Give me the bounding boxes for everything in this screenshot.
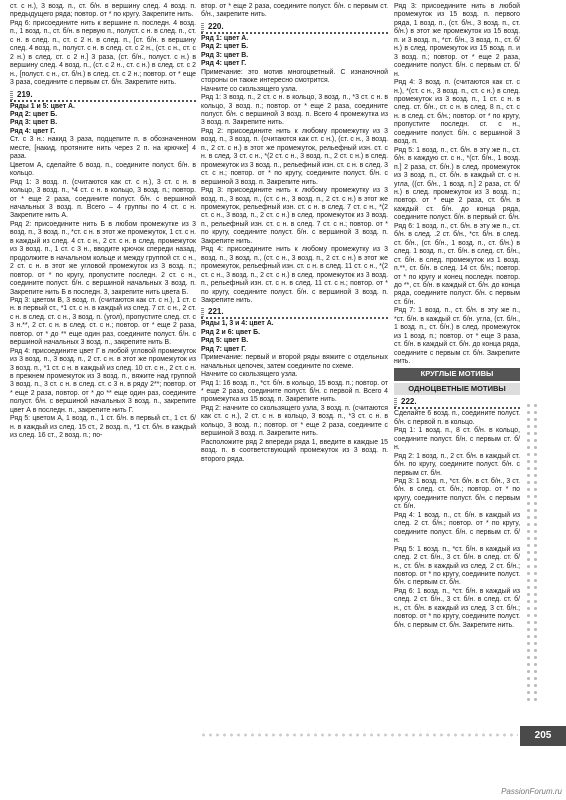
footer-dots [200,732,518,738]
paragraph: Ст. с 3 н.: накид 3 раза, подцепите п. в обозначенном месте, [накид, протяните нить через 2 п. на крючке] 4 раза. [10,136,196,161]
paragraph: Ряд 7: 1 возд. п., ст. б/н. в эту же п., *ст. б/н. в каждый ст. б/н. угла, (ст. б/н., 1 возд. п., ст. б/н.) в след. промежуток из 1 возд. п.; повтор. от * еще 3 раза, ст. б/н. в каждый ст. б/н. до конца ряда, соедините с первым ст. б/н. Закрепите нить. [394,307,520,366]
watermark: PassionForum.ru [501,787,562,796]
color-line: Ряд 4: цвет Г. [201,60,247,68]
paragraph: Ряд 2: присоедините нить к любому промежутку из 3 возд. п., 3 возд. п. (считаются как ст. с н.), (ст. с н., 3 возд. п., 2 ст. с н.) в этот же промежуток, рельефный изн. ст. с н. в след. 3 ст. с н., *(2 ст. с н., 3 возд. п., 2 ст. с н.) в след. промежуток из 3 возд. п., рельефный изн. ст. с н. в след. 3 ст. с н.; повтор. от * по кругу, соедините полуст. б/н. с вершиной 3 возд. п. Закрепите нить. [201,127,388,186]
color-line: Ряд 5: цвет В. [201,337,249,345]
paragraph: Ряд 1: 3 возд. п. (считаются как ст. с н.), 3 ст. с н. в кольцо, 3 возд. п., *4 ст. с н. в кольцо, 3 возд. п.; повтор. от * еще 2 раза, соедините полуст. б/н. с вершиной начальных 3 возд. п. Всего – 4 группы по 4 ст. с н. Закрепите нить А. [10,178,196,220]
paragraph: Ряд 4: присоедините цвет Г в любой угловой промежуток из 3 возд. п., 3 возд. п., 2 ст. с н. в этот же промежуток из 3 возд. п., *1 ст. с н. в каждый из след. 10 ст. с н., 2 ст. с н. в прежнем промежуток из 3 возд. п., вяжите над группой 3 возд. п., 3 ст. с н. в след. ст. с 3 н. в ряду 2**; повтор. от * еще 2 раза, повтор. от * до ** еще один раз, соедините полуст. б/н. с вершиной начальных 3 возд. п., закрепите цвет А в последн. п., закрепите нить Г. [10,347,196,414]
paragraph: Ряд 6: 1 возд. п., ст. б/н. в эту же п., ст. б/н. в след. .2 ст. б/н., *ст. б/н. в след. ст. б/н., (ст. б/н., 1 возд. п., ст. б/н.) в след. 1 возд. п., ст. б/н. в след. ст. б/н., ст. б/н. в след. промежуток из 1 возд. п.**, ст. б/н. в след. 14 ст. б/н.; повтор. от * по кругу и конец последн. повтор. до **, ст. б/н. в каждый ст. б/н. до конца ряда, соедините полуст. б/н. с первым ст. б/н. [394,222,520,306]
color-line: Ряд 1: цвет А. [201,34,249,42]
paragraph: Ряд 5: цветом А, 1 возд. п., 1 ст. б/н. в первый ст., 1 ст. б/н. в каждый из след. 15 ст., 2 возд. п., *1 ст. б/н. в каждый из след. 16 ст., 2 возд. п.; по- [10,415,196,440]
paragraph: Начните со скользящего узла. [201,371,298,379]
pattern-222-heading: 222. [394,397,520,409]
paragraph: Ряд 3: присоедините нить к любому промежутку из 3 возд. п., 3 возд. п., (ст. с н., 3 возд. п., 2 ст. с н.) в этот же промежуток, рельефный изн. ст. с н. в след. 7 ст. с н., *(2 ст. с н., 3 возд. п., 2 ст. с н.) в след. промежуток из 3 возд. п., рельефный изн. ст. с н. в след. 7 ст. с н.; повтор. от * по кругу, соедините полуст. б/н. с вершиной 3 возд. п. Закрепите нить. [201,187,388,245]
paragraph: Ряд 5: 1 возд. п., ст. б/н. в эту же п., ст. б/н. в каждую ст. с н., *(ст. б/н., 1 возд. п.] 2 раза, ст. б/н.) в след. промежуток из 3 возд. п., ст. б/н. в каждый ст. с н. угла, ((ст. б/н., 1 возд. п.] 2 раза, ст. б/н.) в след. промежуток из 3 возд. п.; повтор. от * еще 2 раза, ст. б/н. в каждый ст. б/н. до конца ряда, соедините полуст. б/н. в первый ст. б/н. [394,146,520,222]
paragraph: Ряд 5: 1 возд. п., *ст. б/н. в каждый из след. 2 ст. б/н., 3 ст. б/н. в след. ст. б/н., ст. б/н. в каждый из след. 2 ст. б/н.; повтор. от * по кругу, соедините полуст. б/н. с первым ст. б/н. [394,545,520,587]
page-number: 205 [520,726,566,746]
paragraph: Ряд 4: 1 возд. п., ст. б/н. в каждый из след. 2 ст. б/н.; повтор. от * по кругу, соедините полуст. б/н. с первым ст. б/н. [394,511,520,545]
paragraph: Цветом А, сделайте 6 возд. п., соедините полуст. б/н. в кольцо. [10,161,196,178]
subsection-heading: ОДНОЦВЕТНЫЕ МОТИВЫ [394,383,520,395]
paragraph: Ряд 1: 1 возд. п., 8 ст. б/н. в кольцо, соедините полуст. б/н. с первым ст. б/н. [394,427,520,452]
section-heading: КРУГЛЫЕ МОТИВЫ [394,368,520,380]
color-line: Ряд 3: цвет В. [201,51,249,59]
paragraph: Ряд 3: 1 возд. п., *ст. б/н. в ст. б/н., 3 ст. б/н. в след. ст. б/н.; повтор. от * по кругу, соедините полуст. б/н. с первым ст. б/н. [394,478,520,511]
paragraph: Ряд 6: 1 возд. п., *ст. б/н. в каждый из след. 2 ст. б/н., 3 ст. б/н. в след. ст. б/н., ст. б/н. в каждый из след. 3 ст. б/н.; повтор. от * по кругу, соедините полуст. б/н. с первым ст. б/н. Закрепите нить. [394,587,520,629]
paragraph: втор. от * еще 2 раза, соедините полуст. б/н. с первым ст. б/н., закрепите нить. [201,3,388,19]
paragraph: Начните со скользящего узла. [201,85,298,93]
paragraph: Сделайте 6 возд. п., соедините полуст. б/н. с первой п. в кольцо. [394,410,520,426]
column-right [394,3,520,630]
color-line: Ряды 1, 3 и 4: цвет А. [201,320,274,328]
paragraph: Ряд 1: 3 возд. п., 2 ст. с н. в кольцо, 3 возд. п., *3 ст. с н. в кольцо, 3 возд. п.; повтор. от * еще 2 раза, соедините полуст. б/н. с вершиной 3 возд. п. Всего 4 промежутка из 3 возд. п. Закрепите нить. [201,94,388,127]
color-line: Ряды 1 и 5: цвет А. [10,102,75,110]
pattern-220-heading: 220. [201,22,388,34]
note: Примечание: первый и второй ряды вяжите с отдельных начальных цепочек, затем соедините по схеме. [201,354,388,370]
paragraph: Ряд 2: 1 возд. п., 2 ст. б/н. в каждый ст. б/н. по кругу, соедините полуст. б/н. с первым ст. б/н. [394,452,520,477]
pattern-221-heading: 221. [201,307,388,319]
paragraph: Ряд 3: цветом В, 3 возд. п. (считаются как ст. с н.), 1 ст. с н. в первый ст., *1 ст. с н. в каждый из след. 7 ст. с н., 2 ст. с н. в след. ст. с н., 3 возд. п. (угол), пропустите след. ст. с 3 н.**, 2 ст. с н. в след. ст. с н.; повтор. от * еще 2 раза, повтор. от * до ** еще один раз, соедините полуст. б/н. с вершиной начальных 3 возд. п., закрепите нить В. [10,296,196,347]
paragraph: Ряд 1: 16 возд. п., *ст. б/н. в кольцо, 15 возд. п.; повтор. от * еще 2 раза, соедините полуст. б/н. с первой п. Всего 4 промежутка из 15 возд. п. Закрепите нить. [201,379,388,404]
paragraph: Ряд 2: присоедините нить Б в любом промежутке из 3 возд. п., 3 возд. п., *ст. с н. в этот же промежуток, 1 ст. с н. в каждый из след. 4 ст. с н., 2 ст. с н. в след. промежуток из 3 возд. п., 1 ст. с 3 н., вводите крючок спереди назад, продолжите в начальном кольце и между группой ст. с н., 2 ст. с н. в этот же угловой промежуток из 3 возд. п.; повтор. от * по кругу, пропустите последн. 2 ст. с н., соедините полуст. б/н. с вершиной начальных 3 возд. п. Закрепите нить Б в последн. 3, закрепите нить цвета Б. [10,220,196,296]
note: Примечание: это мотив многоцветный. С изнаночной стороны он также интересно смотрится. [201,68,388,85]
color-line: Ряд 2: цвет Б. [201,43,249,51]
paragraph: Ряд 2: начните со скользящего узла, 3 возд. п. (считаются как ст. с н.), 2 ст. с н. в кольцо, 3 возд. п., *3 ст. с н. в кольцо, 3 возд. п.; повтор. от * еще 2 раза, соедините с вершиной 3 возд. п. Закрепите нить. [201,404,388,438]
paragraph: Расположите ряд 2 впереди ряда 1, введите в каждые 15 возд. п. в соответствующий промежуток из 3 возд. п. второго ряда. [201,438,388,463]
color-line: Ряд 7: цвет Г. [201,345,247,353]
decorative-dots [525,402,539,702]
color-line: Ряд 4: цвет Г. [10,127,56,135]
color-line: Ряд 2: цвет Б. [10,110,58,118]
paragraph: Ряд 3: присоедините нить в любой промежуток из 15 возд. п. первого ряда, 1 возд. п., (ст. б/н., 3 возд. п., ст. б/н.) в этот же промежуток из 15 возд. п. и 3 возд. п., *ст. б/н., 3 возд. п., ст. б/н.) в след. промежуток из 15 возд. п. и 3 возд. п.; повтор. от * еще 2 раза, соедините полуст. б/н. с первым ст. б/н. [394,3,520,78]
paragraph: Ряд 4: присоедините нить к любому промежутку из 3 возд. п., 3 возд. п., (ст. с н., 3 возд. п., 2 ст. с н.) в этот же промежуток, рельефный изн. ст. с н. в след. 11 ст. с н., *(2 ст. с н., 3 возд. п., 2 ст. с н.) в след. промежуток из 3 возд. п., рельефный изн. ст. с н. в след. 11 ст. с н.; повтор. от * по кругу, соедините полуст. б/н. с вершиной 3 возд. п. Закрепите нить. [201,246,388,304]
paragraph: Ряд 6: присоедините нить к вершине п. последн. 4 возд. п., 1 возд. п., ст. б/н. в первую п., полуст. с н. в след. п., ст. с н. в след. п., ст. с 2 н. в след. п., [ст. б/н. в вершину след. 4 возд. п., полуст. с н. в след. ст. с 2 н., (ст. с н., ст. с 2 н.) в след. ст. с 2 н.] 3 раза, (ст. б/н., полуст. с н.) в вершину след. 4 возд. п., (ст. с 2 н., ст. с н.) в след. ст. с 2 н., [полуст. с н., ст. б/н.) в след. ст. с 2 н.; повтор. от * еще 3 раза, соедините с первым ст. б/н. Закрепите нить. [10,19,196,87]
paragraph: ст. с н.), 3 возд. п., ст. б/н. в вершину след. 4 возд. п. предыдущего ряда; повтор. от * по кругу. Закрепите нить. [10,3,196,19]
color-line: Ряд 3: цвет В. [10,119,58,127]
color-line: Ряд 2 и 6: цвет Б. [201,328,261,336]
pattern-219-heading: 219. [10,90,196,102]
column-middle [201,3,388,464]
column-left [10,3,196,441]
paragraph: Ряд 4: 3 возд. п. (считаются как ст. с н.), *(ст. с н., 3 возд. п., ст. с н.) в след. промежуток из 3 возд. п., 1 ст. с н. в след. ст. б/н., ст. с н. в след. 8 п., ст. с н. в след. ст. б/н.; повтор. от * по кругу, пропустите последн. ст. с н., соедините полуст. б/н. с вершиной 3 возд. п. [394,79,520,146]
